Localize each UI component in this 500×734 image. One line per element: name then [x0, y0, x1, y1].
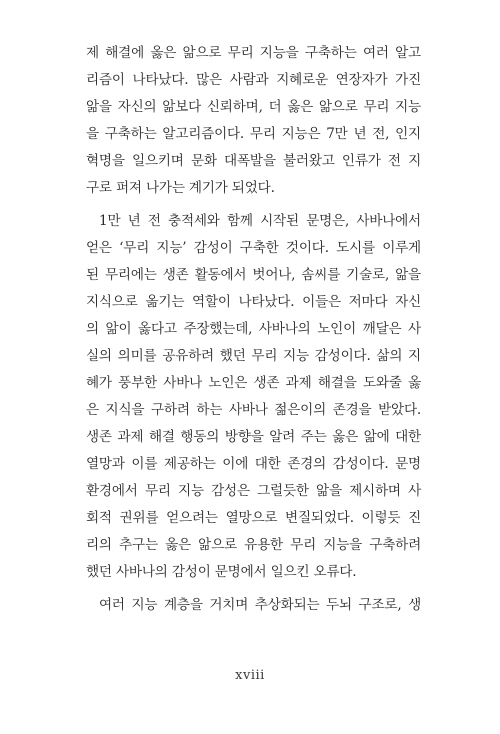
text-line: 제 해결에 옳은 앎으로 무리 지능을 구축하는 여러 알고 [86, 45, 421, 61]
text-line: 앎을 자신의 앎보다 신뢰하며, 더 옳은 앎으로 무리 지능 [86, 99, 421, 115]
text-line: 구로 퍼져 나가는 계기가 되었다. [86, 180, 275, 196]
text-line: 지식으로 옮기는 역할이 나타났다. 이들은 저마다 자신 [86, 294, 421, 310]
page-number: xviii [235, 668, 265, 683]
text-line: 은 지식을 구하려 하는 사바나 젊은이의 존경을 받았다. [86, 402, 421, 418]
text-line: 실의 의미를 공유하려 했던 무리 지능 감성이다. 삶의 지 [86, 348, 421, 364]
text-line: 여러 지능 계층을 거치며 추상화되는 두뇌 구조로, 생 [99, 597, 421, 613]
text-line: 열망과 이를 제공하는 이에 대한 존경의 감성이다. 문명 [86, 456, 421, 472]
text-line: 혜가 풍부한 사바나 노인은 생존 과제 해결을 도와줄 옳 [86, 375, 421, 391]
text-line: 을 구축하는 알고리즘이다. 무리 지능은 7만 년 전, 인지 [86, 126, 421, 142]
text-line: 얻은 ‘무리 지능’ 감성이 구축한 것이다. 도시를 이루게 [86, 240, 421, 256]
paragraph-1 [86, 40, 421, 202]
paragraph-3 [86, 592, 421, 619]
text-line: 했던 사바나의 감성이 문명에서 일으킨 오류다. [86, 564, 357, 580]
paragraph-2 [86, 208, 421, 586]
text-line: 회적 권위를 얻으려는 열망으로 변질되었다. 이렇듯 진 [86, 510, 421, 526]
text-line: 생존 과제 해결 행동의 방향을 알려 주는 옳은 앎에 대한 [86, 429, 421, 445]
text-line: 리즘이 나타났다. 많은 사람과 지혜로운 연장자가 가진 [86, 72, 421, 88]
text-line: 혁명을 일으키며 문화 대폭발을 불러왔고 인류가 전 지 [86, 153, 421, 169]
body-text [86, 40, 421, 619]
text-line: 의 앎이 옳다고 주장했는데, 사바나의 노인이 깨달은 사 [86, 321, 421, 337]
text-line: 환경에서 무리 지능 감성은 그럴듯한 앎을 제시하며 사 [86, 483, 421, 499]
text-line: 1만 년 전 충적세와 함께 시작된 문명은, 사바나에서 [99, 213, 421, 229]
text-line: 된 무리에는 생존 활동에서 벗어나, 솜씨를 기술로, 앎을 [86, 267, 421, 283]
text-line: 리의 추구는 옳은 앎으로 유용한 무리 지능을 구축하려 [86, 537, 421, 553]
